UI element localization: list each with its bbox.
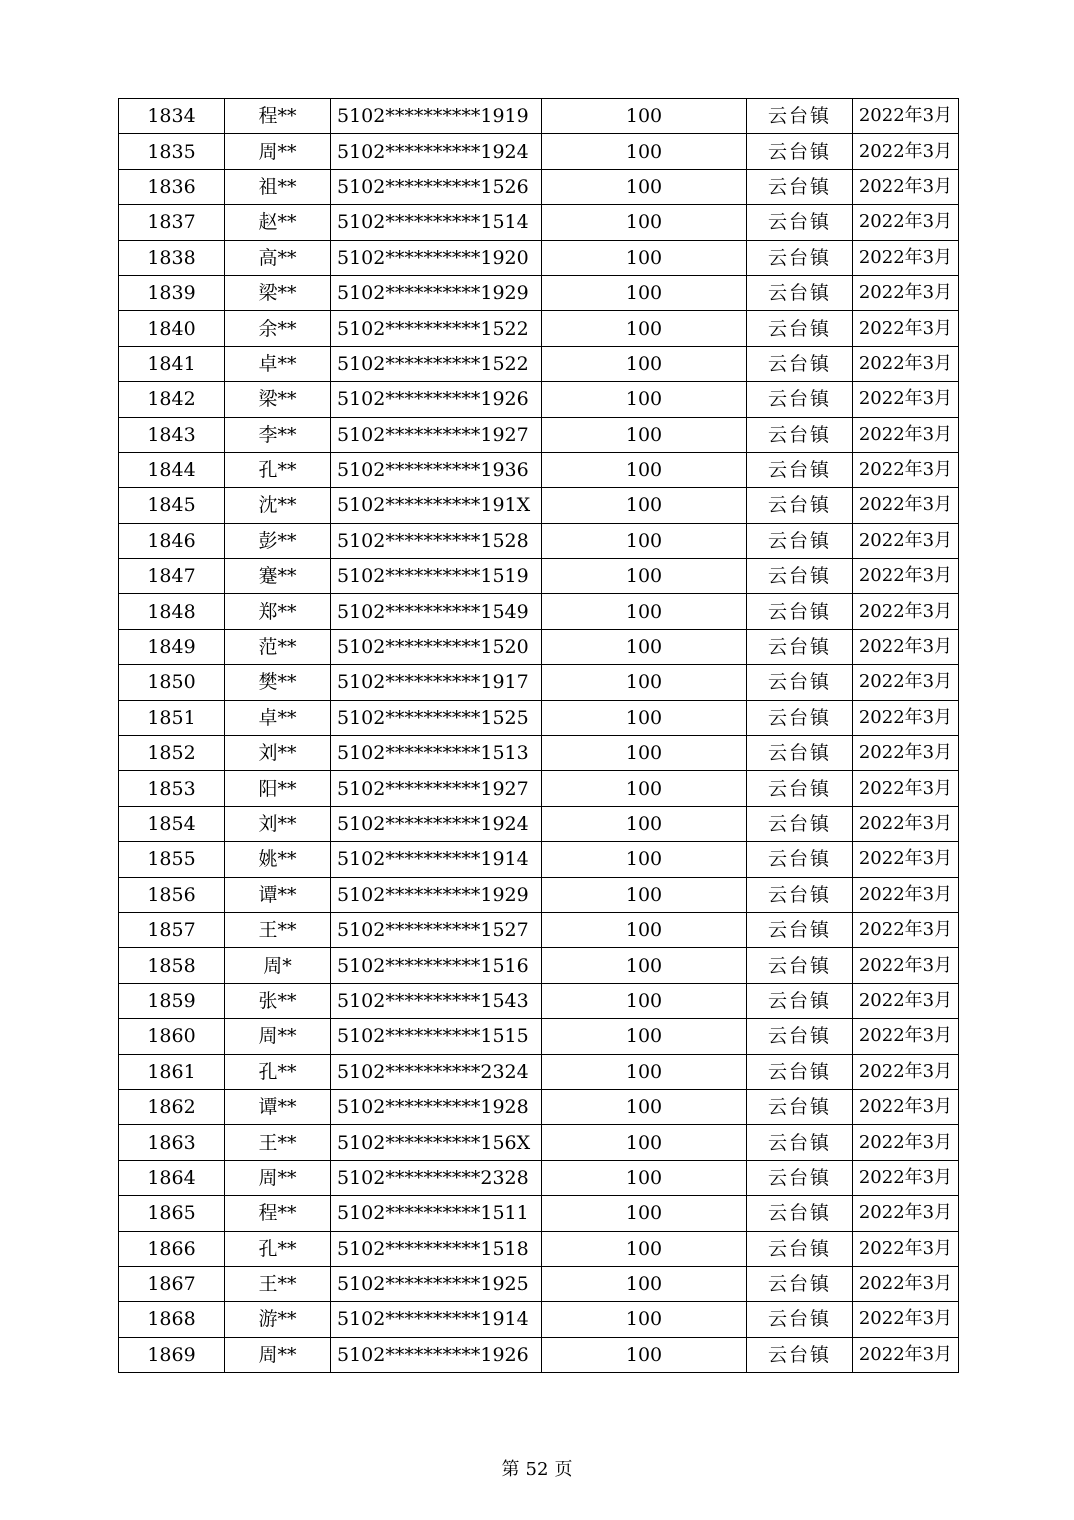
page-footer <box>0 1455 1074 1481</box>
table-row <box>119 771 959 806</box>
town-cell: 云台镇 <box>747 877 853 912</box>
town-cell: 云台镇 <box>747 665 853 700</box>
name-cell: 程** <box>225 1196 331 1231</box>
name-cell: 祖** <box>225 169 331 204</box>
name-cell: 孔** <box>225 1231 331 1266</box>
table-row <box>119 629 959 664</box>
amount-cell: 100 <box>542 771 747 806</box>
date-cell: 2022年3月 <box>853 629 959 664</box>
town-cell: 云台镇 <box>747 311 853 346</box>
amount-cell: 100 <box>542 700 747 735</box>
date-cell: 2022年3月 <box>853 1089 959 1124</box>
amount-cell: 100 <box>542 806 747 841</box>
table-row <box>119 912 959 947</box>
seq-cell: 1859 <box>119 983 225 1018</box>
id-number-cell: 5102**********2324 <box>331 1054 542 1089</box>
town-cell: 云台镇 <box>747 948 853 983</box>
id-number-cell: 5102**********1519 <box>331 559 542 594</box>
name-cell: 谭** <box>225 877 331 912</box>
town-cell: 云台镇 <box>747 452 853 487</box>
page-number: 52 <box>525 1459 549 1480</box>
amount-cell: 100 <box>542 1160 747 1195</box>
id-number-cell: 5102**********1518 <box>331 1231 542 1266</box>
amount-cell: 100 <box>542 842 747 877</box>
id-number-cell: 5102**********1926 <box>331 1337 542 1372</box>
town-cell: 云台镇 <box>747 806 853 841</box>
name-cell: 卓** <box>225 346 331 381</box>
date-cell: 2022年3月 <box>853 700 959 735</box>
table-row <box>119 523 959 558</box>
id-number-cell: 5102**********1924 <box>331 134 542 169</box>
id-number-cell: 5102**********1520 <box>331 629 542 664</box>
amount-cell: 100 <box>542 346 747 381</box>
amount-cell: 100 <box>542 594 747 629</box>
table-row <box>119 948 959 983</box>
date-cell: 2022年3月 <box>853 488 959 523</box>
date-cell: 2022年3月 <box>853 417 959 452</box>
seq-cell: 1847 <box>119 559 225 594</box>
table-row <box>119 311 959 346</box>
seq-cell: 1841 <box>119 346 225 381</box>
id-number-cell: 5102**********1528 <box>331 523 542 558</box>
date-cell: 2022年3月 <box>853 877 959 912</box>
town-cell: 云台镇 <box>747 1196 853 1231</box>
id-number-cell: 5102**********1929 <box>331 275 542 310</box>
id-number-cell: 5102**********1522 <box>331 311 542 346</box>
amount-cell: 100 <box>542 99 747 134</box>
amount-cell: 100 <box>542 382 747 417</box>
date-cell: 2022年3月 <box>853 452 959 487</box>
amount-cell: 100 <box>542 912 747 947</box>
id-number-cell: 5102**********1522 <box>331 346 542 381</box>
date-cell: 2022年3月 <box>853 1125 959 1160</box>
table-row <box>119 1196 959 1231</box>
table-row <box>119 1302 959 1337</box>
amount-cell: 100 <box>542 983 747 1018</box>
town-cell: 云台镇 <box>747 488 853 523</box>
date-cell: 2022年3月 <box>853 1231 959 1266</box>
id-number-cell: 5102**********1927 <box>331 417 542 452</box>
amount-cell: 100 <box>542 169 747 204</box>
table-row <box>119 1337 959 1372</box>
town-cell: 云台镇 <box>747 1337 853 1372</box>
name-cell: 张** <box>225 983 331 1018</box>
amount-cell: 100 <box>542 205 747 240</box>
id-number-cell: 5102**********1543 <box>331 983 542 1018</box>
town-cell: 云台镇 <box>747 346 853 381</box>
name-cell: 周* <box>225 948 331 983</box>
id-number-cell: 5102**********1914 <box>331 842 542 877</box>
town-cell: 云台镇 <box>747 240 853 275</box>
seq-cell: 1839 <box>119 275 225 310</box>
seq-cell: 1850 <box>119 665 225 700</box>
name-cell: 王** <box>225 912 331 947</box>
id-number-cell: 5102**********2328 <box>331 1160 542 1195</box>
date-cell: 2022年3月 <box>853 523 959 558</box>
id-number-cell: 5102**********1914 <box>331 1302 542 1337</box>
date-cell: 2022年3月 <box>853 1160 959 1195</box>
name-cell: 游** <box>225 1302 331 1337</box>
name-cell: 彭** <box>225 523 331 558</box>
date-cell: 2022年3月 <box>853 1302 959 1337</box>
table-row <box>119 736 959 771</box>
seq-cell: 1854 <box>119 806 225 841</box>
town-cell: 云台镇 <box>747 700 853 735</box>
town-cell: 云台镇 <box>747 99 853 134</box>
table-row <box>119 452 959 487</box>
amount-cell: 100 <box>542 1054 747 1089</box>
table-row <box>119 275 959 310</box>
name-cell: 程** <box>225 99 331 134</box>
amount-cell: 100 <box>542 1231 747 1266</box>
table-row <box>119 806 959 841</box>
seq-cell: 1838 <box>119 240 225 275</box>
name-cell: 王** <box>225 1125 331 1160</box>
date-cell: 2022年3月 <box>853 134 959 169</box>
seq-cell: 1855 <box>119 842 225 877</box>
id-number-cell: 5102**********1927 <box>331 771 542 806</box>
name-cell: 周** <box>225 134 331 169</box>
date-cell: 2022年3月 <box>853 1019 959 1054</box>
seq-cell: 1858 <box>119 948 225 983</box>
town-cell: 云台镇 <box>747 382 853 417</box>
table-row <box>119 488 959 523</box>
town-cell: 云台镇 <box>747 1160 853 1195</box>
date-cell: 2022年3月 <box>853 205 959 240</box>
seq-cell: 1868 <box>119 1302 225 1337</box>
table-row <box>119 346 959 381</box>
table-row <box>119 99 959 134</box>
date-cell: 2022年3月 <box>853 346 959 381</box>
seq-cell: 1845 <box>119 488 225 523</box>
name-cell: 刘** <box>225 736 331 771</box>
table-row <box>119 240 959 275</box>
town-cell: 云台镇 <box>747 736 853 771</box>
town-cell: 云台镇 <box>747 629 853 664</box>
seq-cell: 1857 <box>119 912 225 947</box>
seq-cell: 1861 <box>119 1054 225 1089</box>
town-cell: 云台镇 <box>747 1231 853 1266</box>
town-cell: 云台镇 <box>747 205 853 240</box>
seq-cell: 1853 <box>119 771 225 806</box>
date-cell: 2022年3月 <box>853 912 959 947</box>
name-cell: 梁** <box>225 275 331 310</box>
amount-cell: 100 <box>542 1089 747 1124</box>
seq-cell: 1844 <box>119 452 225 487</box>
name-cell: 郑** <box>225 594 331 629</box>
name-cell: 刘** <box>225 806 331 841</box>
amount-cell: 100 <box>542 275 747 310</box>
amount-cell: 100 <box>542 1337 747 1372</box>
date-cell: 2022年3月 <box>853 594 959 629</box>
seq-cell: 1846 <box>119 523 225 558</box>
table-row <box>119 1266 959 1301</box>
table-row <box>119 1054 959 1089</box>
date-cell: 2022年3月 <box>853 1196 959 1231</box>
table-row <box>119 665 959 700</box>
table-row <box>119 877 959 912</box>
table-row <box>119 594 959 629</box>
name-cell: 蹇** <box>225 559 331 594</box>
id-number-cell: 5102**********1526 <box>331 169 542 204</box>
date-cell: 2022年3月 <box>853 806 959 841</box>
seq-cell: 1848 <box>119 594 225 629</box>
amount-cell: 100 <box>542 417 747 452</box>
town-cell: 云台镇 <box>747 559 853 594</box>
amount-cell: 100 <box>542 559 747 594</box>
date-cell: 2022年3月 <box>853 665 959 700</box>
id-number-cell: 5102**********1514 <box>331 205 542 240</box>
id-number-cell: 5102**********1511 <box>331 1196 542 1231</box>
amount-cell: 100 <box>542 948 747 983</box>
seq-cell: 1866 <box>119 1231 225 1266</box>
id-number-cell: 5102**********1917 <box>331 665 542 700</box>
id-number-cell: 5102**********1513 <box>331 736 542 771</box>
id-number-cell: 5102**********1928 <box>331 1089 542 1124</box>
table-row <box>119 1089 959 1124</box>
amount-cell: 100 <box>542 877 747 912</box>
id-number-cell: 5102**********1936 <box>331 452 542 487</box>
table-row <box>119 1125 959 1160</box>
town-cell: 云台镇 <box>747 1019 853 1054</box>
seq-cell: 1843 <box>119 417 225 452</box>
seq-cell: 1865 <box>119 1196 225 1231</box>
id-number-cell: 5102**********1549 <box>331 594 542 629</box>
table-row <box>119 417 959 452</box>
date-cell: 2022年3月 <box>853 240 959 275</box>
table-row <box>119 700 959 735</box>
town-cell: 云台镇 <box>747 1302 853 1337</box>
table-row <box>119 1231 959 1266</box>
town-cell: 云台镇 <box>747 771 853 806</box>
seq-cell: 1835 <box>119 134 225 169</box>
amount-cell: 100 <box>542 1019 747 1054</box>
table-row <box>119 134 959 169</box>
seq-cell: 1867 <box>119 1266 225 1301</box>
amount-cell: 100 <box>542 1266 747 1301</box>
id-number-cell: 5102**********1924 <box>331 806 542 841</box>
name-cell: 梁** <box>225 382 331 417</box>
table-row <box>119 1019 959 1054</box>
amount-cell: 100 <box>542 240 747 275</box>
amount-cell: 100 <box>542 134 747 169</box>
town-cell: 云台镇 <box>747 275 853 310</box>
name-cell: 周** <box>225 1160 331 1195</box>
seq-cell: 1869 <box>119 1337 225 1372</box>
table-row <box>119 1160 959 1195</box>
id-number-cell: 5102**********1926 <box>331 382 542 417</box>
town-cell: 云台镇 <box>747 842 853 877</box>
date-cell: 2022年3月 <box>853 983 959 1018</box>
id-number-cell: 5102**********1929 <box>331 877 542 912</box>
town-cell: 云台镇 <box>747 912 853 947</box>
page-footer-suffix: 页 <box>554 1459 573 1480</box>
town-cell: 云台镇 <box>747 417 853 452</box>
date-cell: 2022年3月 <box>853 275 959 310</box>
date-cell: 2022年3月 <box>853 842 959 877</box>
name-cell: 沈** <box>225 488 331 523</box>
name-cell: 余** <box>225 311 331 346</box>
name-cell: 范** <box>225 629 331 664</box>
records-table-body <box>119 99 959 1373</box>
date-cell: 2022年3月 <box>853 771 959 806</box>
town-cell: 云台镇 <box>747 134 853 169</box>
town-cell: 云台镇 <box>747 1089 853 1124</box>
seq-cell: 1840 <box>119 311 225 346</box>
date-cell: 2022年3月 <box>853 311 959 346</box>
town-cell: 云台镇 <box>747 1054 853 1089</box>
id-number-cell: 5102**********1920 <box>331 240 542 275</box>
name-cell: 周** <box>225 1019 331 1054</box>
amount-cell: 100 <box>542 1196 747 1231</box>
amount-cell: 100 <box>542 629 747 664</box>
amount-cell: 100 <box>542 665 747 700</box>
table-row <box>119 169 959 204</box>
seq-cell: 1842 <box>119 382 225 417</box>
date-cell: 2022年3月 <box>853 736 959 771</box>
seq-cell: 1834 <box>119 99 225 134</box>
date-cell: 2022年3月 <box>853 1266 959 1301</box>
amount-cell: 100 <box>542 311 747 346</box>
name-cell: 孔** <box>225 452 331 487</box>
amount-cell: 100 <box>542 736 747 771</box>
table-row <box>119 983 959 1018</box>
date-cell: 2022年3月 <box>853 559 959 594</box>
date-cell: 2022年3月 <box>853 99 959 134</box>
seq-cell: 1851 <box>119 700 225 735</box>
name-cell: 高** <box>225 240 331 275</box>
amount-cell: 100 <box>542 452 747 487</box>
id-number-cell: 5102**********1925 <box>331 1266 542 1301</box>
id-number-cell: 5102**********156X <box>331 1125 542 1160</box>
name-cell: 樊** <box>225 665 331 700</box>
amount-cell: 100 <box>542 488 747 523</box>
seq-cell: 1856 <box>119 877 225 912</box>
name-cell: 李** <box>225 417 331 452</box>
name-cell: 王** <box>225 1266 331 1301</box>
town-cell: 云台镇 <box>747 523 853 558</box>
town-cell: 云台镇 <box>747 1266 853 1301</box>
id-number-cell: 5102**********1525 <box>331 700 542 735</box>
seq-cell: 1863 <box>119 1125 225 1160</box>
id-number-cell: 5102**********1527 <box>331 912 542 947</box>
id-number-cell: 5102**********191X <box>331 488 542 523</box>
amount-cell: 100 <box>542 523 747 558</box>
town-cell: 云台镇 <box>747 594 853 629</box>
seq-cell: 1864 <box>119 1160 225 1195</box>
date-cell: 2022年3月 <box>853 1337 959 1372</box>
records-table <box>118 98 959 1373</box>
date-cell: 2022年3月 <box>853 382 959 417</box>
date-cell: 2022年3月 <box>853 169 959 204</box>
name-cell: 谭** <box>225 1089 331 1124</box>
table-row <box>119 842 959 877</box>
name-cell: 赵** <box>225 205 331 240</box>
name-cell: 孔** <box>225 1054 331 1089</box>
date-cell: 2022年3月 <box>853 1054 959 1089</box>
id-number-cell: 5102**********1919 <box>331 99 542 134</box>
amount-cell: 100 <box>542 1302 747 1337</box>
town-cell: 云台镇 <box>747 983 853 1018</box>
seq-cell: 1849 <box>119 629 225 664</box>
date-cell: 2022年3月 <box>853 948 959 983</box>
seq-cell: 1860 <box>119 1019 225 1054</box>
name-cell: 阳** <box>225 771 331 806</box>
town-cell: 云台镇 <box>747 1125 853 1160</box>
town-cell: 云台镇 <box>747 169 853 204</box>
seq-cell: 1852 <box>119 736 225 771</box>
table-row <box>119 382 959 417</box>
name-cell: 姚** <box>225 842 331 877</box>
seq-cell: 1836 <box>119 169 225 204</box>
seq-cell: 1862 <box>119 1089 225 1124</box>
id-number-cell: 5102**********1516 <box>331 948 542 983</box>
name-cell: 周** <box>225 1337 331 1372</box>
page-footer-prefix: 第 <box>501 1459 520 1480</box>
seq-cell: 1837 <box>119 205 225 240</box>
table-row <box>119 205 959 240</box>
id-number-cell: 5102**********1515 <box>331 1019 542 1054</box>
amount-cell: 100 <box>542 1125 747 1160</box>
name-cell: 卓** <box>225 700 331 735</box>
table-row <box>119 559 959 594</box>
